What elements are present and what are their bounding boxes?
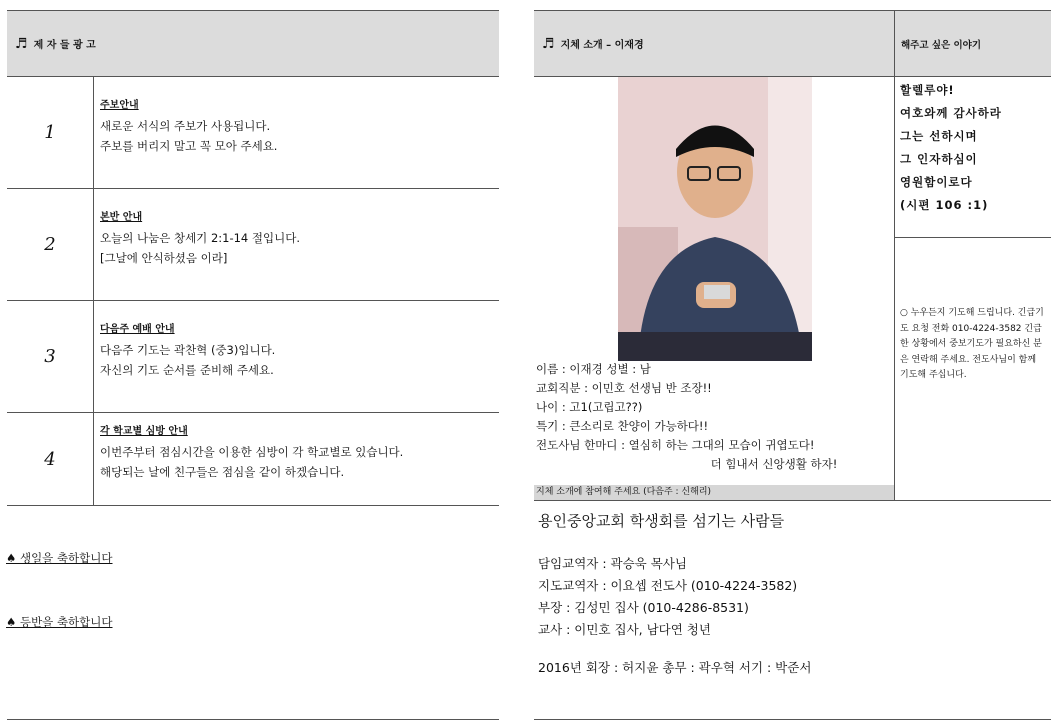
divider [534, 719, 1051, 720]
member-photo [618, 77, 812, 361]
notice-line: 오늘의 나눔은 창세기 2:1-14 절입니다. [100, 231, 300, 245]
verse-line: 여호와께 감사하라 [900, 106, 1002, 120]
officers-line: 2016년 회장 : 허지윤 총무 : 곽우혁 서기 : 박준서 [538, 660, 812, 675]
ads-header [7, 10, 499, 77]
member-profile [534, 77, 894, 500]
verse-line: 그는 선하시며 [900, 129, 978, 143]
notice-title: 본반 안내 [100, 212, 143, 223]
staff-list [538, 510, 1038, 679]
notice-line: [그날에 안식하셨음 이라] [100, 251, 228, 265]
staff-line: 지도교역자 : 이요셉 전도사 (010-4224-3582) [538, 578, 798, 593]
profile-name: 이름 : 이재경 성별 : 남 [536, 362, 651, 376]
notice-line: 주보를 버리지 말고 꼭 모아 주세요. [100, 139, 278, 153]
profile-header [534, 10, 1051, 77]
notice-line: 자신의 기도 순서를 준비해 주세요. [100, 363, 274, 377]
notice-item [7, 413, 499, 506]
music-note-icon: ♬ [15, 35, 28, 52]
notice-item [7, 189, 499, 301]
profile-role: 교회직분 : 이민호 선생님 반 조장!! [536, 381, 712, 395]
notice-title: 각 학교별 심방 안내 [100, 426, 188, 437]
notice-title: 다음주 예배 안내 [100, 324, 175, 335]
profile-comment: 전도사님 한마디 : 열심히 하는 그대의 모습이 귀엽도다! [536, 438, 815, 452]
music-note-icon: ♬ [542, 35, 555, 52]
promotion-heading: ♠ 등반을 축하합니다 [6, 615, 113, 629]
verse-line: (시편 106 :1) [900, 198, 989, 212]
staff-line: 교사 : 이민호 집사, 남다연 청년 [538, 622, 711, 637]
notice-number: 4 [7, 413, 94, 505]
notice-line: 새로운 서식의 주보가 사용됩니다. [100, 119, 271, 133]
notice-item [7, 301, 499, 413]
profile-age: 나이 : 고1(고립고??) [536, 400, 643, 414]
notice-number: 3 [7, 301, 94, 412]
divider [7, 719, 499, 720]
notice-title: 주보안내 [100, 100, 139, 111]
right-column [534, 10, 1051, 501]
bible-verse [895, 77, 1051, 238]
next-profile-note: 지체 소개에 참여해 주세요 (다음주 : 신해리) [534, 485, 894, 500]
story-header: 해주고 싶은 이야기 [894, 11, 1051, 76]
profile-comment-cont: 더 힘내서 신앙생활 하자! [710, 457, 838, 471]
notice-number: 1 [7, 77, 94, 188]
staff-line: 담임교역자 : 곽승욱 목사님 [538, 556, 687, 571]
profile-header-title: 지체 소개 – 이재경 [560, 40, 644, 51]
verse-line: 그 인자하심이 [900, 152, 978, 166]
verse-line: 영원함이로다 [900, 175, 973, 189]
notice-line: 이번주부터 점심시간을 이용한 심방이 각 학교별로 있습니다. [100, 445, 404, 459]
notice-item [7, 77, 499, 189]
staff-title: 용인중앙교회 학생회를 섬기는 사람들 [538, 512, 785, 530]
notice-line: 해당되는 날에 친구들은 점심을 같이 하겠습니다. [100, 465, 345, 479]
ads-header-title: 제 자 들 광 고 [33, 40, 96, 51]
staff-line: 부장 : 김성민 집사 (010-4286-8531) [538, 600, 749, 615]
notice-number: 2 [7, 189, 94, 300]
verse-line: 할렐루야! [900, 83, 955, 97]
left-column [7, 10, 499, 506]
notice-line: 다음주 기도는 곽찬혁 (중3)입니다. [100, 343, 276, 357]
birthday-heading: ♠ 생일을 축하합니다 [6, 551, 113, 565]
prayer-request: ○ 누우든지 기도해 드립니다. 긴급기도 요청 전화 010-4224-3582 긴급한 상황에서 중보기도가 필요하신 분은 연락해 주세요. 전도사님이 함께 기도해 주십니다. [900, 308, 1044, 380]
profile-skill: 특기 : 큰소리로 찬양이 가능하다!! [536, 419, 709, 433]
